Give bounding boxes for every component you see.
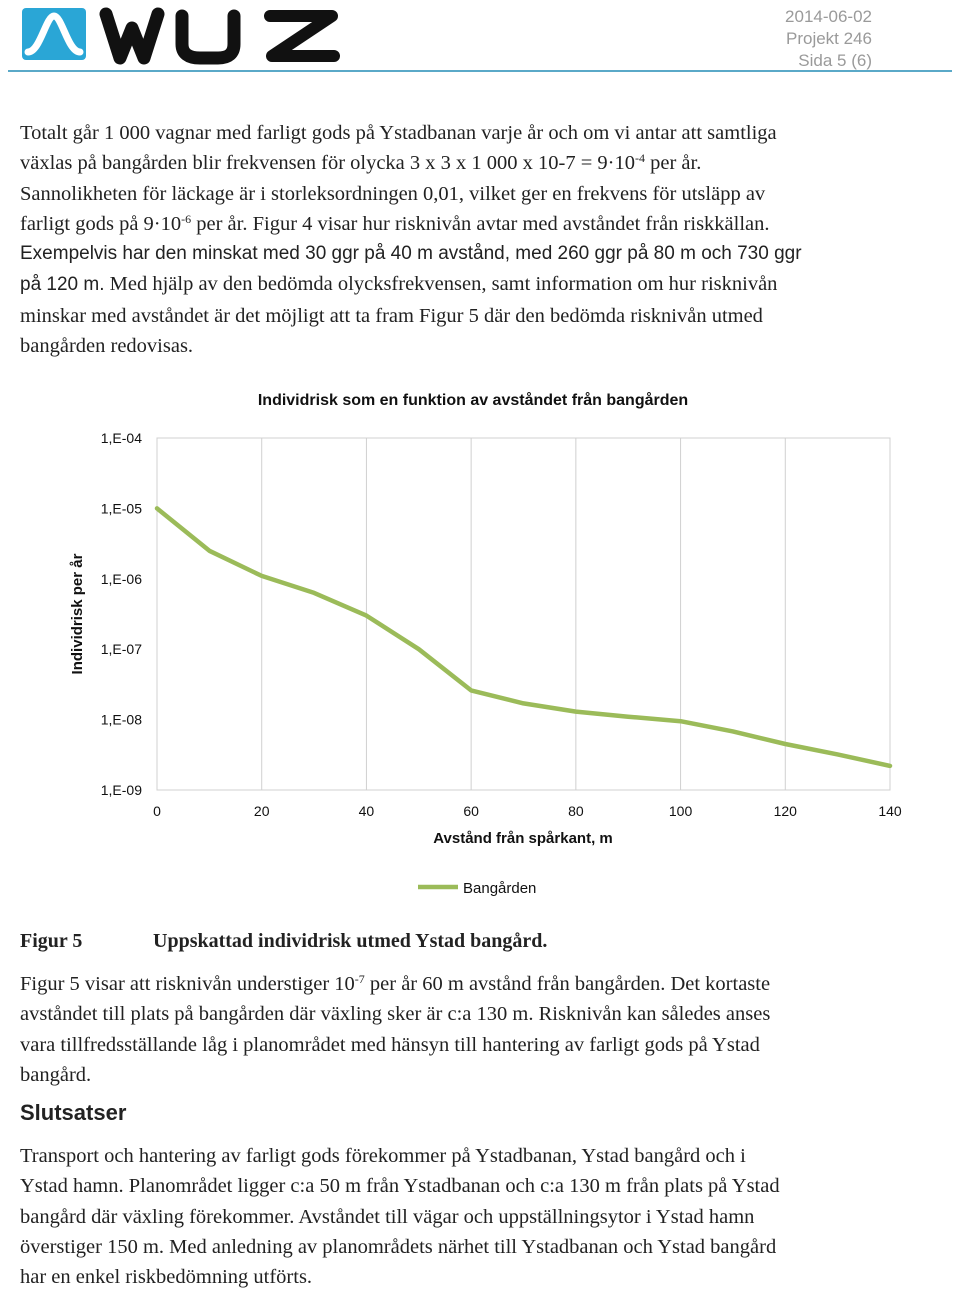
text-line: har en enkel riskbedömning utförts. xyxy=(20,1266,313,1289)
conclusion-paragraph xyxy=(20,1141,940,1292)
y-tick-label: 1,E-09 xyxy=(100,782,142,798)
text-line: vara tillfredsställande låg i planområdet med hänsyn till hantering av farligt gods på Ystad xyxy=(20,1033,760,1056)
y-tick-label: 1,E-07 xyxy=(100,641,142,658)
x-tick-label: 40 xyxy=(358,803,375,819)
x-axis-label: Avstånd från spårkant, m xyxy=(433,830,613,847)
intro-paragraph xyxy=(20,118,940,361)
risk-chart xyxy=(0,370,960,910)
y-axis-label: Individrisk per år xyxy=(69,553,86,675)
text-line: Sannolikheten för läckage är i storleksordningen 0,01, vilket ger en frekvens för utsläpp av xyxy=(20,182,766,205)
x-tick-label: 80 xyxy=(568,803,584,819)
legend-label: Bangården xyxy=(463,880,537,897)
text-line: på 120 m. Med hjälp av den bedömda olycksfrekvensen, samt information om hur risknivån xyxy=(20,273,778,296)
text-line: Transport och hantering av farligt gods förekommer på Ystadbanan, Ystad bangård och i xyxy=(20,1145,746,1167)
text-line: Figur 5 visar att risknivån understiger $10^{-7}$ per år 60 m avstånd från bangården. Det kortaste xyxy=(20,972,771,995)
header-date: 2014-06-02 xyxy=(785,7,872,26)
x-axis-ticks xyxy=(153,803,902,819)
x-tick-label: 0 xyxy=(153,803,161,819)
text-line: Totalt går 1 000 vagnar med farligt gods på Ystadbanan varje år och om vi antar att samtliga xyxy=(20,122,777,144)
header-page-number: Sida 5 (6) xyxy=(798,51,872,70)
header-project: Projekt 246 xyxy=(786,29,872,48)
x-tick-label: 120 xyxy=(773,803,797,819)
y-axis-ticks xyxy=(101,430,142,798)
chart-title: Individrisk som en funktion av avståndet från bangården xyxy=(257,392,689,409)
text-line: Ystad hamn. Planområdet ligger c:a 50 m från Ystadbanan och c:a 130 m från plats på Ystad xyxy=(20,1175,780,1198)
y-tick-label: 1,E-06 xyxy=(100,570,142,587)
series-line-bangarden xyxy=(157,508,890,766)
x-tick-label: 100 xyxy=(668,803,693,819)
gridlines xyxy=(262,438,786,790)
plot-area xyxy=(157,438,890,790)
text-line: Exempelvis har den minskat med 30 ggr på 40 m avstånd, med 260 ggr på 80 m och 730 ggr xyxy=(20,243,802,265)
y-tick-label: 1,E-04 xyxy=(100,430,142,446)
text-line: farligt gods på $9\cdot 10^{-6}$ per år. Figur 4 visar hur risknivån avtar med avståndet från riskkällan. xyxy=(20,211,770,235)
text-line: bangården redovisas. xyxy=(20,335,194,358)
header-divider xyxy=(8,70,952,72)
figure-discussion-paragraph xyxy=(20,969,940,1090)
figure-label: Figur 5 xyxy=(20,930,83,952)
x-tick-label: 140 xyxy=(878,803,902,819)
figure-caption-text: Uppskattad individrisk utmed Ystad bangård. xyxy=(153,930,548,952)
text-line: överstiger 150 m. Med anledning av planområdets närhet till Ystadbanan och Ystad bangård xyxy=(20,1235,777,1258)
text-line: avståndet till plats på bangården där växling sker är c:a 130 m. Risknivån kan således anses xyxy=(20,1003,771,1026)
text-line: minskar med avståndet är det möjligt att ta fram Figur 5 där den bedömda risknivån utmed xyxy=(20,304,763,327)
section-heading: Slutsatser xyxy=(20,1100,127,1125)
text-line: bangård. xyxy=(20,1063,92,1086)
text-line: bangård där växling förekommer. Avståndet till vägar och uppställningsytor i Ystad hamn xyxy=(20,1205,755,1228)
text-line: växlas på bangården blir frekvensen för olycka 3 x 3 x 1 000 x $10-7 = 9\cdot 10^{-4}$ per år. xyxy=(20,151,702,175)
y-tick-label: 1,E-08 xyxy=(100,711,142,728)
y-tick-label: 1,E-05 xyxy=(100,500,142,517)
x-tick-label: 60 xyxy=(463,803,479,819)
x-tick-label: 20 xyxy=(253,803,270,819)
company-logo xyxy=(20,4,340,71)
